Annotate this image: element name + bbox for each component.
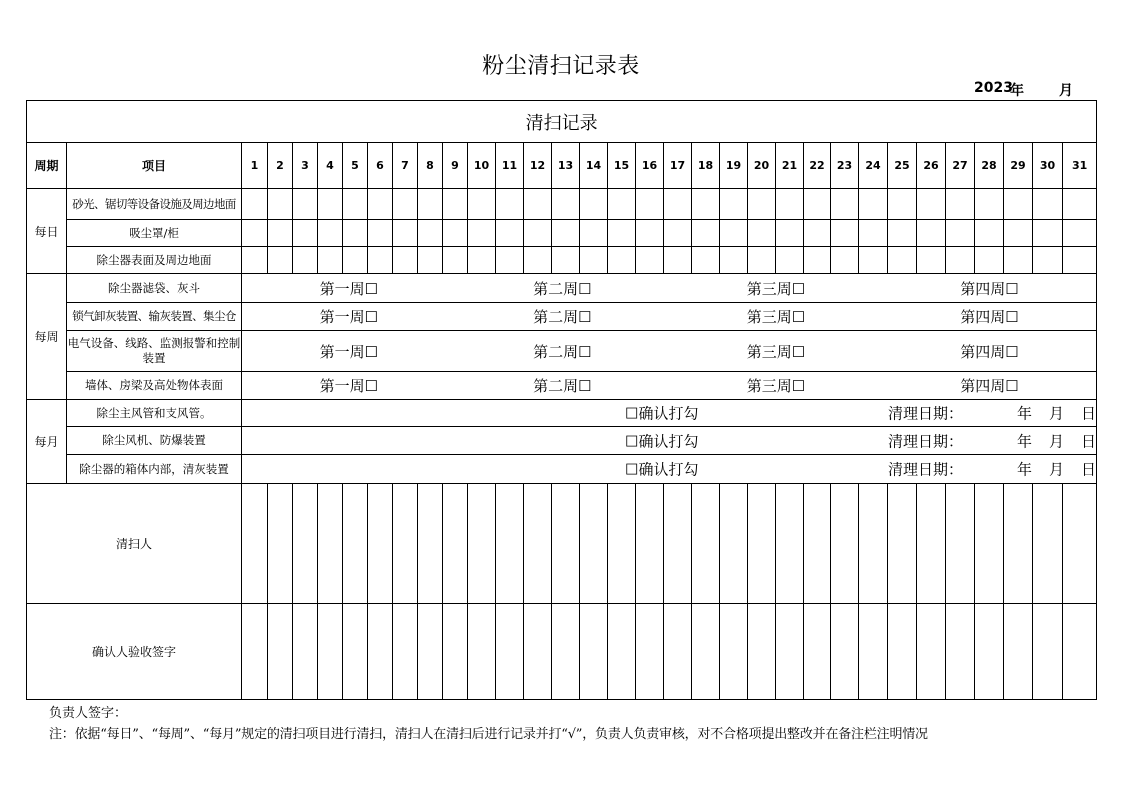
inspector-signature-cell-day-15[interactable] <box>608 604 636 700</box>
cleaner-signature-cell-day-18[interactable] <box>692 484 720 604</box>
cleaner-signature-cell-day-15[interactable] <box>608 484 636 604</box>
daily-check-cell-day-9[interactable] <box>443 220 468 247</box>
cleaning-date-label: 清理日期： <box>888 404 964 423</box>
cleaner-signature-cell-day-20[interactable] <box>748 484 776 604</box>
week-1-checkbox[interactable]: 第一周☐ <box>319 279 379 298</box>
confirm-checkbox[interactable]: ☐确认打勾 <box>625 432 699 450</box>
cleaner-signature-cell-day-19[interactable] <box>720 484 748 604</box>
month-label: 月 <box>1059 83 1073 99</box>
header-day-8: 8 <box>418 143 443 189</box>
weekly-item: 墙体、房梁及高处物体表面 <box>67 372 242 400</box>
daily-check-cell-day-1[interactable] <box>242 220 268 247</box>
daily-check-cell-day-24[interactable] <box>859 220 888 247</box>
monthly-check-cell <box>242 400 1097 427</box>
daily-check-cell-day-29[interactable] <box>1004 220 1033 247</box>
header-day-21: 21 <box>776 143 804 189</box>
weekly-checkboxes <box>242 278 1096 299</box>
daily-check-cell-day-25[interactable] <box>888 220 917 247</box>
header-day-4: 4 <box>318 143 343 189</box>
daily-check-cell-day-25[interactable] <box>888 247 917 274</box>
week-1-checkbox[interactable]: 第一周☐ <box>319 377 379 395</box>
section-title: 清扫记录 <box>27 101 1097 143</box>
inspector-signature-cell-day-9[interactable] <box>443 604 468 700</box>
header-day-23: 23 <box>831 143 859 189</box>
cleaner-signature-cell-day-1[interactable] <box>242 484 268 604</box>
daily-check-cell-day-13[interactable] <box>552 247 580 274</box>
daily-check-cell-day-7[interactable] <box>393 189 418 220</box>
supervisor-signature-label: 负责人签字： <box>49 706 128 721</box>
week-2-checkbox[interactable]: 第二周☐ <box>533 342 592 361</box>
header-day-12: 12 <box>524 143 552 189</box>
cleaner-signature-cell-day-31[interactable] <box>1063 484 1097 604</box>
header-day-26: 26 <box>917 143 946 189</box>
header-day-27: 27 <box>946 143 975 189</box>
daily-check-cell-day-5[interactable] <box>343 189 368 220</box>
daily-check-cell-day-31[interactable] <box>1063 247 1097 274</box>
daily-check-cell-day-2[interactable] <box>268 220 293 247</box>
daily-check-cell-day-9[interactable] <box>443 247 468 274</box>
header-day-20: 20 <box>748 143 776 189</box>
cleaning-date-label: 清理日期： <box>888 460 964 479</box>
cleaner-signature-cell-day-9[interactable] <box>443 484 468 604</box>
weekly-item: 电气设备、线路、监测报警和控制装置 <box>67 331 242 372</box>
daily-check-cell-day-22[interactable] <box>804 189 831 220</box>
inspector-signature-cell-day-17[interactable] <box>664 604 692 700</box>
inspector-signature-cell-day-27[interactable] <box>946 604 975 700</box>
daily-check-cell-day-26[interactable] <box>917 189 946 220</box>
daily-check-cell-day-12[interactable] <box>524 189 552 220</box>
daily-check-cell-day-14[interactable] <box>580 247 608 274</box>
cleaner-signature-cell-day-16[interactable] <box>636 484 664 604</box>
daily-check-cell-day-27[interactable] <box>946 189 975 220</box>
inspector-signature-cell-day-8[interactable] <box>418 604 443 700</box>
week-2-checkbox[interactable]: 第二周☐ <box>533 377 592 395</box>
cleaning-date-year[interactable]: 年 <box>1017 460 1033 479</box>
daily-item: 吸尘罩/柜 <box>67 220 242 247</box>
weekly-checkboxes <box>242 375 1096 396</box>
inspector-signature-cell-day-20[interactable] <box>748 604 776 700</box>
header-day-29: 29 <box>1004 143 1033 189</box>
monthly-check-cell <box>242 427 1097 455</box>
daily-check-cell-day-17[interactable] <box>664 220 692 247</box>
cleaning-date-day[interactable]: 日 <box>1081 404 1097 423</box>
cleaner-signature-cell-day-14[interactable] <box>580 484 608 604</box>
daily-check-cell-day-12[interactable] <box>524 247 552 274</box>
daily-check-cell-day-21[interactable] <box>776 189 804 220</box>
header-day-13: 13 <box>552 143 580 189</box>
period-weekly: 每周 <box>27 274 67 400</box>
daily-check-cell-day-23[interactable] <box>831 220 859 247</box>
header-day-10: 10 <box>468 143 496 189</box>
cleaner-signature-cell-day-22[interactable] <box>804 484 831 604</box>
header-day-14: 14 <box>580 143 608 189</box>
cleaner-signature-cell-day-29[interactable] <box>1004 484 1033 604</box>
cleaning-date-year[interactable]: 年 <box>1017 404 1033 423</box>
cleaner-signature-cell-day-28[interactable] <box>975 484 1004 604</box>
monthly-check-cell <box>242 455 1097 484</box>
inspector-signature-cell-day-4[interactable] <box>318 604 343 700</box>
daily-check-cell-day-9[interactable] <box>443 189 468 220</box>
cleaner-signature-cell-day-4[interactable] <box>318 484 343 604</box>
daily-check-cell-day-7[interactable] <box>393 247 418 274</box>
inspector-signature-cell-day-25[interactable] <box>888 604 917 700</box>
header-day-17: 17 <box>664 143 692 189</box>
header-day-19: 19 <box>720 143 748 189</box>
daily-check-cell-day-16[interactable] <box>636 220 664 247</box>
daily-check-cell-day-20[interactable] <box>748 247 776 274</box>
daily-check-cell-day-30[interactable] <box>1033 189 1063 220</box>
daily-check-cell-day-26[interactable] <box>917 220 946 247</box>
header-day-22: 22 <box>804 143 831 189</box>
weekly-check-cell <box>242 331 1097 372</box>
inspector-signature-cell-day-11[interactable] <box>496 604 524 700</box>
header-day-28: 28 <box>975 143 1004 189</box>
inspector-signature-cell-day-23[interactable] <box>831 604 859 700</box>
daily-check-cell-day-8[interactable] <box>418 189 443 220</box>
week-4-checkbox[interactable]: 第四周☐ <box>960 308 1019 326</box>
daily-check-cell-day-1[interactable] <box>242 247 268 274</box>
daily-check-cell-day-17[interactable] <box>664 189 692 220</box>
daily-check-cell-day-14[interactable] <box>580 220 608 247</box>
inspector-signature-cell-day-29[interactable] <box>1004 604 1033 700</box>
daily-check-cell-day-19[interactable] <box>720 247 748 274</box>
header-day-16: 16 <box>636 143 664 189</box>
monthly-item: 除尘器的箱体内部，清灰装置 <box>67 455 242 484</box>
inspector-signature-cell-day-18[interactable] <box>692 604 720 700</box>
daily-check-cell-day-8[interactable] <box>418 220 443 247</box>
week-2-checkbox[interactable]: 第二周☐ <box>533 308 592 326</box>
weekly-check-cell <box>242 372 1097 400</box>
week-4-checkbox[interactable]: 第四周☐ <box>960 279 1019 298</box>
daily-check-cell-day-27[interactable] <box>946 220 975 247</box>
inspector-signature-cell-day-19[interactable] <box>720 604 748 700</box>
daily-check-cell-day-21[interactable] <box>776 220 804 247</box>
inspector-signature-cell-day-16[interactable] <box>636 604 664 700</box>
daily-check-cell-day-30[interactable] <box>1033 247 1063 274</box>
inspector-signature-cell-day-6[interactable] <box>368 604 393 700</box>
header-day-2: 2 <box>268 143 293 189</box>
daily-check-cell-day-6[interactable] <box>368 189 393 220</box>
cleaner-signature-cell-day-27[interactable] <box>946 484 975 604</box>
cleaner-signature-cell-day-7[interactable] <box>393 484 418 604</box>
header-period: 周期 <box>27 143 67 189</box>
daily-item: 砂光、锯切等设备设施及周边地面 <box>67 189 242 220</box>
week-1-checkbox[interactable]: 第一周☐ <box>319 308 379 326</box>
inspector-signature-cell-day-21[interactable] <box>776 604 804 700</box>
week-2-checkbox[interactable]: 第二周☐ <box>533 279 592 298</box>
daily-check-cell-day-20[interactable] <box>748 189 776 220</box>
cleaner-signature-cell-day-25[interactable] <box>888 484 917 604</box>
cleaner-signature-cell-day-3[interactable] <box>293 484 318 604</box>
cleaner-label: 清扫人 <box>27 484 242 604</box>
daily-check-cell-day-28[interactable] <box>975 247 1004 274</box>
inspector-signature-cell-day-24[interactable] <box>859 604 888 700</box>
weekly-check-cell <box>242 303 1097 331</box>
inspector-signature-cell-day-14[interactable] <box>580 604 608 700</box>
daily-check-cell-day-26[interactable] <box>917 247 946 274</box>
daily-check-cell-day-3[interactable] <box>293 189 318 220</box>
cleaner-signature-cell-day-17[interactable] <box>664 484 692 604</box>
cleaner-signature-cell-day-21[interactable] <box>776 484 804 604</box>
daily-check-cell-day-15[interactable] <box>608 247 636 274</box>
week-3-checkbox[interactable]: 第三周☐ <box>746 279 806 298</box>
inspector-signature-cell-day-1[interactable] <box>242 604 268 700</box>
cleaning-date-month[interactable]: 月 <box>1049 432 1065 450</box>
daily-check-cell-day-22[interactable] <box>804 220 831 247</box>
inspector-signature-cell-day-5[interactable] <box>343 604 368 700</box>
header-day-18: 18 <box>692 143 720 189</box>
daily-check-cell-day-10[interactable] <box>468 189 496 220</box>
period-daily: 每日 <box>27 189 67 274</box>
inspector-signature-cell-day-22[interactable] <box>804 604 831 700</box>
daily-check-cell-day-12[interactable] <box>524 220 552 247</box>
cleaning-date-year[interactable]: 年 <box>1017 432 1033 450</box>
daily-check-cell-day-21[interactable] <box>776 247 804 274</box>
cleaning-record-table <box>26 100 1097 700</box>
period-monthly: 每月 <box>27 400 67 484</box>
header-day-6: 6 <box>368 143 393 189</box>
daily-check-cell-day-5[interactable] <box>343 220 368 247</box>
inspector-signature-cell-day-28[interactable] <box>975 604 1004 700</box>
cleaning-date-month[interactable]: 月 <box>1049 460 1065 479</box>
cleaner-signature-cell-day-30[interactable] <box>1033 484 1063 604</box>
daily-check-cell-day-29[interactable] <box>1004 247 1033 274</box>
daily-check-cell-day-17[interactable] <box>664 247 692 274</box>
header-day-5: 5 <box>343 143 368 189</box>
daily-check-cell-day-24[interactable] <box>859 247 888 274</box>
daily-check-cell-day-28[interactable] <box>975 220 1004 247</box>
footer-note: 注：依据“每日”、“每周”、“每月”规定的清扫项目进行清扫，清扫人在清扫后进行记录并打“√”，负责人负责审核，对不合格项提出整改并在备注栏注明情况 <box>49 727 928 742</box>
header-day-3: 3 <box>293 143 318 189</box>
daily-item: 除尘器表面及周边地面 <box>67 247 242 274</box>
week-3-checkbox[interactable]: 第三周☐ <box>746 342 806 361</box>
daily-check-cell-day-7[interactable] <box>393 220 418 247</box>
daily-check-cell-day-18[interactable] <box>692 247 720 274</box>
daily-check-cell-day-25[interactable] <box>888 189 917 220</box>
inspector-signature-cell-day-30[interactable] <box>1033 604 1063 700</box>
year-label: 年 <box>1010 83 1024 99</box>
year-value[interactable]: 2023 <box>974 80 1013 96</box>
header-day-1: 1 <box>242 143 268 189</box>
daily-check-cell-day-2[interactable] <box>268 247 293 274</box>
daily-check-cell-day-24[interactable] <box>859 189 888 220</box>
daily-check-cell-day-31[interactable] <box>1063 220 1097 247</box>
confirm-checkbox[interactable]: ☐确认打勾 <box>625 460 699 479</box>
header-day-30: 30 <box>1033 143 1063 189</box>
week-1-checkbox[interactable]: 第一周☐ <box>319 342 379 361</box>
daily-check-cell-day-3[interactable] <box>293 247 318 274</box>
document-title: 粉尘清扫记录表 <box>482 54 640 79</box>
monthly-item: 除尘风机、防爆装置 <box>67 427 242 455</box>
inspector-signature-cell-day-13[interactable] <box>552 604 580 700</box>
daily-check-cell-day-16[interactable] <box>636 189 664 220</box>
week-4-checkbox[interactable]: 第四周☐ <box>960 377 1019 395</box>
header-day-24: 24 <box>859 143 888 189</box>
weekly-item: 除尘器滤袋、灰斗 <box>67 274 242 303</box>
header-day-15: 15 <box>608 143 636 189</box>
daily-check-cell-day-29[interactable] <box>1004 189 1033 220</box>
cleaner-signature-cell-day-10[interactable] <box>468 484 496 604</box>
daily-check-cell-day-6[interactable] <box>368 247 393 274</box>
cleaner-signature-cell-day-26[interactable] <box>917 484 946 604</box>
daily-check-cell-day-28[interactable] <box>975 189 1004 220</box>
inspector-signature-cell-day-10[interactable] <box>468 604 496 700</box>
daily-check-cell-day-13[interactable] <box>552 220 580 247</box>
daily-check-cell-day-8[interactable] <box>418 247 443 274</box>
daily-check-cell-day-31[interactable] <box>1063 189 1097 220</box>
cleaner-signature-cell-day-23[interactable] <box>831 484 859 604</box>
cleaning-date-month[interactable]: 月 <box>1049 404 1065 423</box>
daily-check-cell-day-1[interactable] <box>242 189 268 220</box>
daily-check-cell-day-19[interactable] <box>720 189 748 220</box>
daily-check-cell-day-13[interactable] <box>552 189 580 220</box>
daily-check-cell-day-11[interactable] <box>496 189 524 220</box>
inspector-signature-cell-day-31[interactable] <box>1063 604 1097 700</box>
daily-check-cell-day-23[interactable] <box>831 189 859 220</box>
inspector-signature-cell-day-3[interactable] <box>293 604 318 700</box>
weekly-item: 锁气卸灰装置、输灰装置、集尘仓 <box>67 303 242 331</box>
cleaner-signature-cell-day-8[interactable] <box>418 484 443 604</box>
cleaner-signature-cell-day-12[interactable] <box>524 484 552 604</box>
cleaner-signature-cell-day-5[interactable] <box>343 484 368 604</box>
daily-check-cell-day-22[interactable] <box>804 247 831 274</box>
daily-check-cell-day-27[interactable] <box>946 247 975 274</box>
inspector-label: 确认人验收签字 <box>27 604 242 700</box>
cleaning-date-label: 清理日期： <box>888 432 964 450</box>
daily-check-cell-day-4[interactable] <box>318 247 343 274</box>
header-day-7: 7 <box>393 143 418 189</box>
daily-check-cell-day-18[interactable] <box>692 220 720 247</box>
header-day-31: 31 <box>1063 143 1097 189</box>
cleaning-date-day[interactable]: 日 <box>1081 432 1097 450</box>
daily-check-cell-day-16[interactable] <box>636 247 664 274</box>
daily-check-cell-day-10[interactable] <box>468 247 496 274</box>
daily-check-cell-day-20[interactable] <box>748 220 776 247</box>
week-3-checkbox[interactable]: 第三周☐ <box>746 377 806 395</box>
inspector-signature-cell-day-26[interactable] <box>917 604 946 700</box>
header-day-9: 9 <box>443 143 468 189</box>
daily-check-cell-day-14[interactable] <box>580 189 608 220</box>
daily-check-cell-day-19[interactable] <box>720 220 748 247</box>
daily-check-cell-day-15[interactable] <box>608 220 636 247</box>
cleaning-date-day[interactable]: 日 <box>1081 460 1097 479</box>
inspector-signature-cell-day-2[interactable] <box>268 604 293 700</box>
cleaner-signature-cell-day-24[interactable] <box>859 484 888 604</box>
weekly-check-cell <box>242 274 1097 303</box>
daily-check-cell-day-11[interactable] <box>496 247 524 274</box>
daily-check-cell-day-10[interactable] <box>468 220 496 247</box>
daily-check-cell-day-6[interactable] <box>368 220 393 247</box>
confirm-checkbox[interactable]: ☐确认打勾 <box>625 404 699 423</box>
weekly-checkboxes <box>242 306 1096 327</box>
daily-check-cell-day-18[interactable] <box>692 189 720 220</box>
weekly-checkboxes <box>242 341 1096 362</box>
daily-check-cell-day-4[interactable] <box>318 220 343 247</box>
daily-check-cell-day-11[interactable] <box>496 220 524 247</box>
header-item: 项目 <box>67 143 242 189</box>
inspector-signature-cell-day-12[interactable] <box>524 604 552 700</box>
daily-check-cell-day-5[interactable] <box>343 247 368 274</box>
header-day-25: 25 <box>888 143 917 189</box>
daily-check-cell-day-3[interactable] <box>293 220 318 247</box>
monthly-item: 除尘主风管和支风管。 <box>67 400 242 427</box>
daily-check-cell-day-4[interactable] <box>318 189 343 220</box>
daily-check-cell-day-23[interactable] <box>831 247 859 274</box>
week-3-checkbox[interactable]: 第三周☐ <box>746 308 806 326</box>
cleaner-signature-cell-day-2[interactable] <box>268 484 293 604</box>
cleaner-signature-cell-day-11[interactable] <box>496 484 524 604</box>
cleaner-signature-cell-day-6[interactable] <box>368 484 393 604</box>
inspector-signature-cell-day-7[interactable] <box>393 604 418 700</box>
daily-check-cell-day-15[interactable] <box>608 189 636 220</box>
week-4-checkbox[interactable]: 第四周☐ <box>960 342 1019 361</box>
header-day-11: 11 <box>496 143 524 189</box>
daily-check-cell-day-2[interactable] <box>268 189 293 220</box>
cleaner-signature-cell-day-13[interactable] <box>552 484 580 604</box>
daily-check-cell-day-30[interactable] <box>1033 220 1063 247</box>
